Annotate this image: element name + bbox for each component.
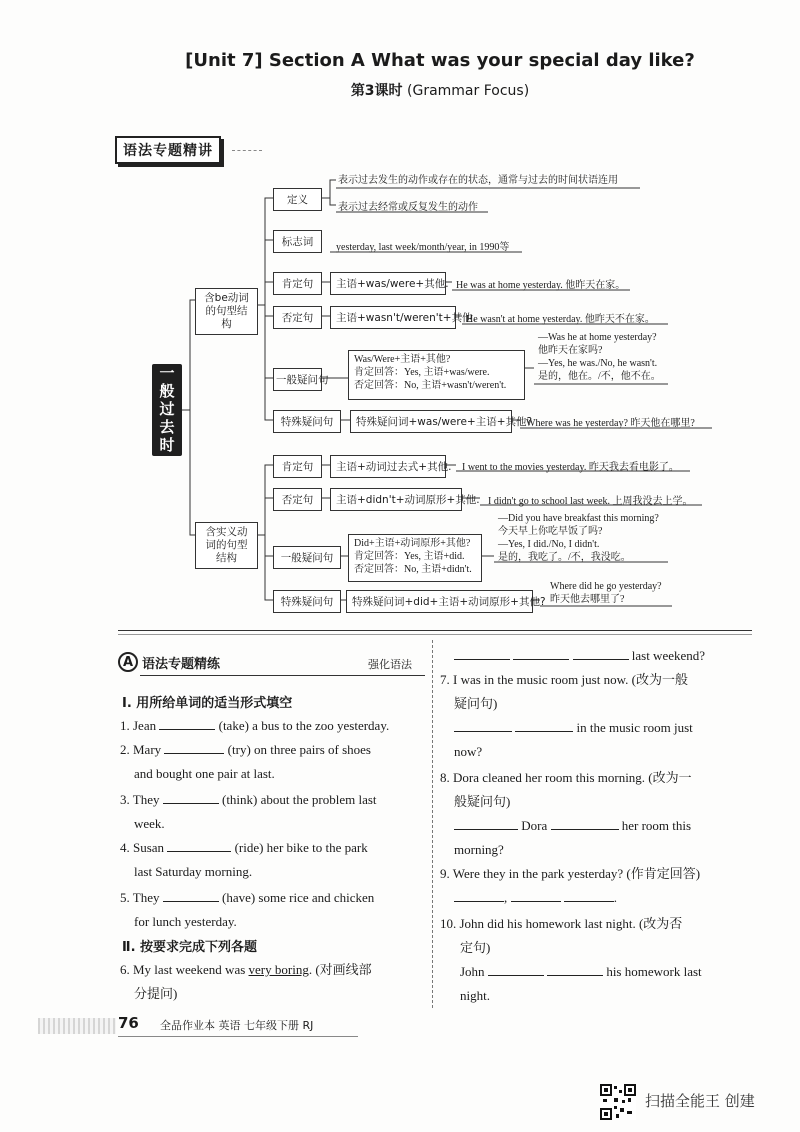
be-wh-node: 特殊疑问句 bbox=[273, 410, 341, 433]
question-3-cont: week. bbox=[134, 816, 165, 831]
section-divider bbox=[118, 630, 752, 631]
practice-rule bbox=[140, 675, 425, 676]
q5-blank[interactable] bbox=[163, 887, 219, 902]
q3-start: 3. They bbox=[120, 792, 160, 807]
practice-tag: 强化语法 bbox=[368, 658, 412, 671]
verb-negative-node: 否定句 bbox=[273, 488, 322, 511]
be-question-rule bbox=[348, 350, 525, 400]
signal-words-node: 标志词 bbox=[273, 230, 322, 253]
q7-blank-1[interactable] bbox=[454, 717, 512, 732]
q9-blank-1[interactable] bbox=[454, 887, 504, 902]
question-3 bbox=[120, 788, 377, 812]
be-negative-node: 否定句 bbox=[273, 306, 322, 329]
q3-blank[interactable] bbox=[163, 789, 219, 804]
question-6-cont: 分提问) bbox=[134, 986, 178, 1001]
question-6-answer bbox=[454, 644, 705, 668]
question-10-answer bbox=[460, 960, 702, 984]
q2-start: 2. Mary bbox=[120, 742, 162, 757]
question-9-answer bbox=[454, 886, 617, 910]
question-4 bbox=[120, 836, 368, 860]
page-edge-marks bbox=[38, 1018, 116, 1034]
be-question-ex-4: 是的，他在。/不，他不在。 bbox=[538, 371, 661, 382]
q3-end: (think) about the problem last bbox=[221, 792, 377, 807]
part1-heading: Ⅰ. 用所给单词的适当形式填空 bbox=[122, 696, 293, 711]
q6-blank-1[interactable] bbox=[454, 645, 510, 660]
definition-text-2: 表示过去经常或反复发生的动作 bbox=[338, 202, 478, 213]
question-8-cont: 般疑问句) bbox=[454, 794, 511, 809]
tag-rule bbox=[232, 150, 262, 151]
lesson-focus: (Grammar Focus) bbox=[407, 83, 530, 99]
lesson-subtitle bbox=[150, 80, 730, 100]
q6-end: . (对画线部 bbox=[308, 962, 372, 977]
be-negative-example: He wasn't at home yesterday. 他昨天不在家。 bbox=[466, 314, 655, 325]
be-wh-example: Where was he yesterday? 昨天他在哪里? bbox=[526, 418, 695, 429]
question-7: 7. I was in the music room just now. (改为一般 bbox=[440, 672, 688, 687]
signal-words-text: yesterday, last week/month/year, in 1990等 bbox=[336, 242, 510, 253]
verb-positive-example: I went to the movies yesterday. 昨天我去看电影了。 bbox=[462, 462, 679, 473]
verb-question-rule bbox=[348, 534, 482, 582]
verb-question-rule-3: 否定回答：No, 主语+didn't. bbox=[354, 564, 472, 575]
q1-start: 1. Jean bbox=[120, 718, 157, 733]
practice-title: 语法专题精练 bbox=[142, 656, 221, 672]
practice-header bbox=[118, 652, 220, 672]
be-question-rule-2: 肯定回答：Yes, 主语+was/were. bbox=[354, 367, 490, 378]
be-question-ex-1: —Was he at home yesterday? bbox=[538, 332, 657, 343]
q8-tail: her room this bbox=[621, 818, 692, 833]
q2-end: (try) on three pairs of shoes bbox=[227, 742, 371, 757]
be-wh-rule: 特殊疑问词+was/were+主语+其他? bbox=[350, 410, 512, 433]
be-structure-node bbox=[195, 288, 258, 335]
q8-blank-2[interactable] bbox=[551, 815, 619, 830]
be-question-ex-2: 他昨天在家吗? bbox=[538, 345, 603, 356]
q7-tail: in the music room just bbox=[576, 720, 693, 735]
q9-blank-2[interactable] bbox=[511, 887, 561, 902]
question-8-end: morning? bbox=[454, 842, 504, 857]
be-question-ex-3: —Yes, he was./No, he wasn't. bbox=[538, 358, 658, 369]
q4-end: (ride) her bike to the park bbox=[234, 840, 368, 855]
be-positive-example: He was at home yesterday. 他昨天在家。 bbox=[456, 280, 626, 291]
definition-node: 定义 bbox=[273, 188, 322, 211]
q6-start: 6. My last weekend was bbox=[120, 962, 246, 977]
verb-wh-rule: 特殊疑问词+did+主语+动词原形+其他? bbox=[346, 590, 533, 613]
question-10-cont: 定句) bbox=[460, 940, 491, 955]
q1-end: (take) a bus to the zoo yesterday. bbox=[218, 718, 390, 733]
practice-badge: A bbox=[118, 652, 138, 672]
q10-tail: his homework last bbox=[606, 964, 702, 979]
verb-wh-node: 特殊疑问句 bbox=[273, 590, 341, 613]
q10-blank-1[interactable] bbox=[488, 961, 544, 976]
book-info: 全品作业本 英语 七年级下册 RJ bbox=[160, 1019, 314, 1032]
q6-blank-2[interactable] bbox=[513, 645, 569, 660]
q9-blank-3[interactable] bbox=[564, 887, 614, 902]
question-10: 10. John did his homework last night. (改为否 bbox=[440, 916, 683, 931]
verb-structure-node bbox=[195, 522, 258, 569]
verb-question-rule-2: 肯定回答：Yes, 主语+did. bbox=[354, 551, 465, 562]
be-question-node: 一般疑问句 bbox=[273, 368, 322, 391]
be-question-rule-3: 否定回答：No, 主语+wasn't/weren't. bbox=[354, 380, 507, 391]
verb-question-rule-1: Did+主语+动词原形+其他? bbox=[354, 538, 471, 549]
be-question-example bbox=[538, 331, 661, 383]
section-divider-thin bbox=[118, 634, 752, 635]
verb-wh-example-1: Where did he go yesterday? bbox=[550, 581, 662, 592]
q4-blank[interactable] bbox=[167, 837, 231, 852]
verb-wh-example bbox=[550, 580, 662, 606]
verb-question-example bbox=[498, 512, 659, 564]
be-question-rule-1: Was/Were+主语+其他? bbox=[354, 354, 451, 365]
question-9: 9. Were they in the park yesterday? (作肯定回答) bbox=[440, 866, 701, 881]
verb-question-ex-4: 是的，我吃了。/不，我没吃。 bbox=[498, 552, 631, 563]
part2-heading: Ⅱ. 按要求完成下列各题 bbox=[122, 940, 258, 955]
q9-period: . bbox=[613, 890, 617, 905]
question-6 bbox=[120, 958, 372, 982]
question-4-cont: last Saturday morning. bbox=[134, 864, 253, 879]
verb-structure-label: 含实义动词的句型结构 bbox=[205, 526, 248, 564]
page-title: [Unit 7] Section A What was your special day like? bbox=[185, 50, 695, 71]
question-8-answer bbox=[454, 814, 691, 838]
footer-rule bbox=[118, 1036, 358, 1037]
q6-blank-3[interactable] bbox=[573, 645, 629, 660]
section-tag: 语法专题精讲 bbox=[115, 136, 221, 164]
verb-question-node: 一般疑问句 bbox=[273, 546, 341, 569]
question-2-cont: and bought one pair at last. bbox=[134, 766, 275, 781]
verb-wh-example-2: 昨天他去哪里了? bbox=[550, 594, 625, 605]
question-7-answer bbox=[454, 716, 693, 740]
verb-positive-node: 肯定句 bbox=[273, 455, 322, 478]
q8-middle: Dora bbox=[521, 818, 548, 833]
be-structure-label: 含be动词的句型结构 bbox=[204, 292, 249, 330]
question-10-end: night. bbox=[460, 988, 490, 1003]
be-positive-node: 肯定句 bbox=[273, 272, 322, 295]
q6-tail: last weekend? bbox=[631, 648, 706, 663]
verb-question-ex-2: 今天早上你吃早饭了吗? bbox=[498, 526, 603, 537]
question-5 bbox=[120, 886, 374, 910]
column-divider bbox=[432, 640, 433, 1008]
main-topic-past-tense: 一般过去时 bbox=[152, 364, 182, 456]
verb-positive-rule: 主语+动词过去式+其他. bbox=[330, 455, 446, 478]
be-negative-rule: 主语+wasn't/weren't+其他. bbox=[330, 306, 456, 329]
question-5-cont: for lunch yesterday. bbox=[134, 914, 237, 929]
question-2 bbox=[120, 738, 371, 762]
verb-negative-example: I didn't go to school last week. 上周我没去上学。 bbox=[488, 496, 693, 507]
question-7-cont: 疑问句) bbox=[454, 696, 498, 711]
q2-blank[interactable] bbox=[164, 739, 224, 754]
verb-question-ex-3: —Yes, I did./No, I didn't. bbox=[498, 539, 600, 550]
question-8: 8. Dora cleaned her room this morning. (改为一 bbox=[440, 770, 692, 785]
be-positive-rule: 主语+was/were+其他. bbox=[330, 272, 446, 295]
q9-comma: , bbox=[504, 890, 508, 905]
question-1 bbox=[120, 714, 389, 738]
page-number: 76 bbox=[118, 1014, 139, 1032]
q4-start: 4. Susan bbox=[120, 840, 165, 855]
verb-negative-rule: 主语+didn't+动词原形+其他. bbox=[330, 488, 462, 511]
question-7-end: now? bbox=[454, 744, 483, 759]
q10-blank-2[interactable] bbox=[547, 961, 603, 976]
q6-underlined: very boring bbox=[248, 962, 309, 977]
q8-blank-1[interactable] bbox=[454, 815, 518, 830]
lesson-number: 第3课时 bbox=[350, 83, 403, 99]
scanner-watermark: 扫描全能王 创建 bbox=[645, 1092, 755, 1110]
q10-start: John bbox=[460, 964, 485, 979]
q5-end: (have) some rice and chicken bbox=[221, 890, 375, 905]
q7-blank-2[interactable] bbox=[515, 717, 573, 732]
verb-question-ex-1: —Did you have breakfast this morning? bbox=[498, 513, 659, 524]
q5-start: 5. They bbox=[120, 890, 160, 905]
definition-text-1: 表示过去发生的动作或存在的状态，通常与过去的时间状语连用 bbox=[338, 175, 618, 186]
qr-code-icon bbox=[600, 1084, 636, 1120]
q1-blank[interactable] bbox=[159, 715, 215, 730]
